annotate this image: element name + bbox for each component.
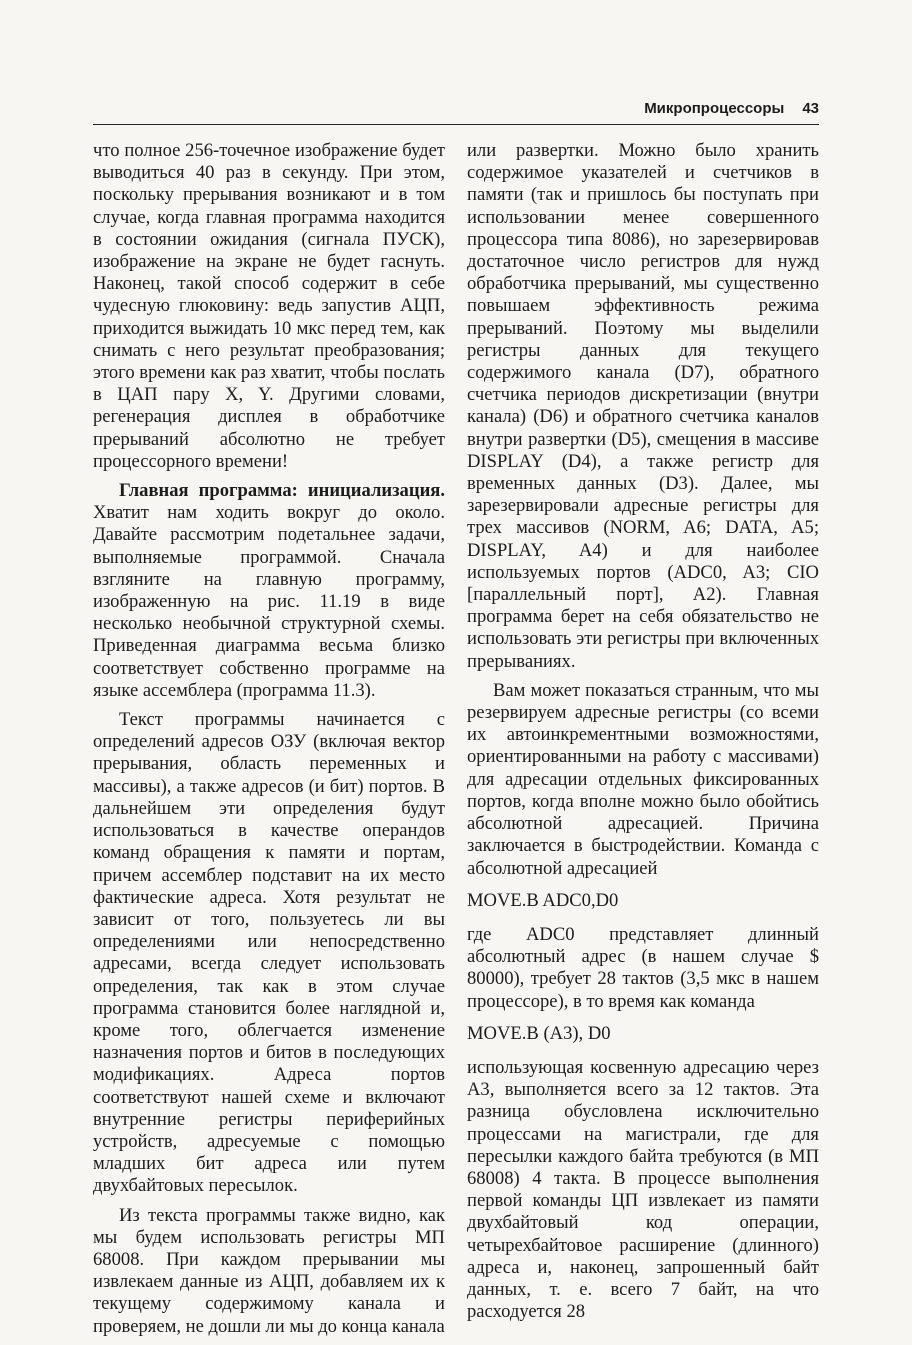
code-line: MOVE.B ADC0,D0 [467, 889, 619, 911]
running-head [93, 100, 819, 122]
paragraph: использующая косвенную адресацию через A3, выполняется всего за 12 тактов. Эта разница обусловлена исключительно процессами на магистрали, где для пересылки каждого байта требуются (в МП 68008) 4 такта. В процессе выполнения первой команды ЦП извлекает из памяти двухбайтовый код операции, четырехбайтовое расширение (длинного) адреса и, наконец, запрошенный байт данных, т. е. всего 7 байт, на что расходуется 28 [467, 1056, 819, 1323]
left-column [93, 140, 445, 1345]
paragraph [93, 480, 445, 702]
paragraph: что полное 256-точечное изображение будет выводиться 40 раз в секунду. При этом, поскольку прерывания возникают и в том случае, когда главная программа находится в состоянии ожидания (сигнала ПУСК), изображение на экране не будет гаснуть. Наконец, такой способ содержит в себе чудесную глюковину: ведь запустив АЦП, приходится выжидать 10 мкс перед тем, как снимать с него результат преобразования; этого времени как раз хватит, чтобы послать в ЦАП пару X, Y. Другими словами, регенерация дисплея в обработчике прерываний абсолютно не требует процессорного времени! [93, 140, 445, 472]
right-column [467, 140, 819, 1330]
paragraph-text: Хватит нам ходить вокруг до около. Давайте рассмотрим подетальнее задачи, выполняемые программой. Сначала взгляните на главную программу, изображенную на рис. 11.19 в виде несколько необычной структурной схемы. Приведенная диаграмма весьма близко соответствует собственно программе на языке ассемблера (программа 11.3). [93, 502, 445, 701]
chapter-title: Микропроцессоры [644, 100, 785, 117]
section-heading: Главная программа: инициализация. [119, 480, 445, 502]
paragraph: или развертки. Можно было хранить содержимое указателей и счетчиков в памяти (так и пришлось бы поступать при использовании менее совершенного процессора типа 8086), но зарезервировав достаточное число регистров для нужд обработчика прерываний, мы существенно повышаем эффективность режима прерываний. Поэтому мы выделили регистры данных для текущего содержимого канала (D7), обратного счетчика периодов дискретизации (внутри канала) (D6) и обратного счетчика каналов внутри развертки (D5), смещения в массиве DISPLAY (D4), а также регистр для временных данных (D3). Далее, мы зарезервировали адресные регистры для трех массивов (NORM, A6; DATA, A5; DISPLAY, A4) и для наиболее используемых портов (ADC0, A3; CIO [параллельный порт], A2). Главная программа берет на себя обязательство не использовать эти регистры при включенных прерываниях. [467, 140, 819, 672]
header-rule [93, 124, 819, 125]
page-number: 43 [802, 100, 819, 117]
code-line: MOVE.B (A3), D0 [467, 1022, 611, 1044]
paragraph: Вам может показаться странным, что мы резервируем адресные регистры (со всеми их автоинкрементными возможностями, ориентированными на работу с массивами) для адресации отдельных фиксированных портов, когда вполне можно было обойтись абсолютной адресацией. Причина заключается в быстродействии. Команда с абсолютной адресацией [467, 679, 819, 879]
paragraph: Текст программы начинается с определений адресов ОЗУ (включая вектор прерывания, область переменных и массивы), а также адресов (и бит) портов. В дальнейшем эти определения будут использоваться в качестве операндов команд обращения к памяти и портам, причем ассемблер подставит на их место фактические адреса. Хотя результат не зависит от того, пользуетесь ли вы определениями или непосредственно адресами, всегда следует использовать определения, так как в этом случае программа становится более наглядной и, кроме того, облегчается изменение назначения портов и битов в последующих модификациях. Адреса портов соответствуют нашей схеме и включают внутренние регистры периферийных устройств, адресуемые с помощью младших бит адреса или путем двухбайтовых пересылок. [93, 709, 445, 1197]
paragraph: где ADC0 представляет длинный абсолютный адрес (в нашем случае $ 80000), требует 28 тактов (3,5 мкс в нашем процессоре), в то время как команда [467, 923, 819, 1012]
paragraph: Из текста программы также видно, как мы будем использовать регистры МП 68008. При каждом прерывании мы извлекаем данные из АЦП, добавляем их к текущему содержимому канала и проверяем, не дошли ли мы до конца канала [93, 1204, 445, 1337]
